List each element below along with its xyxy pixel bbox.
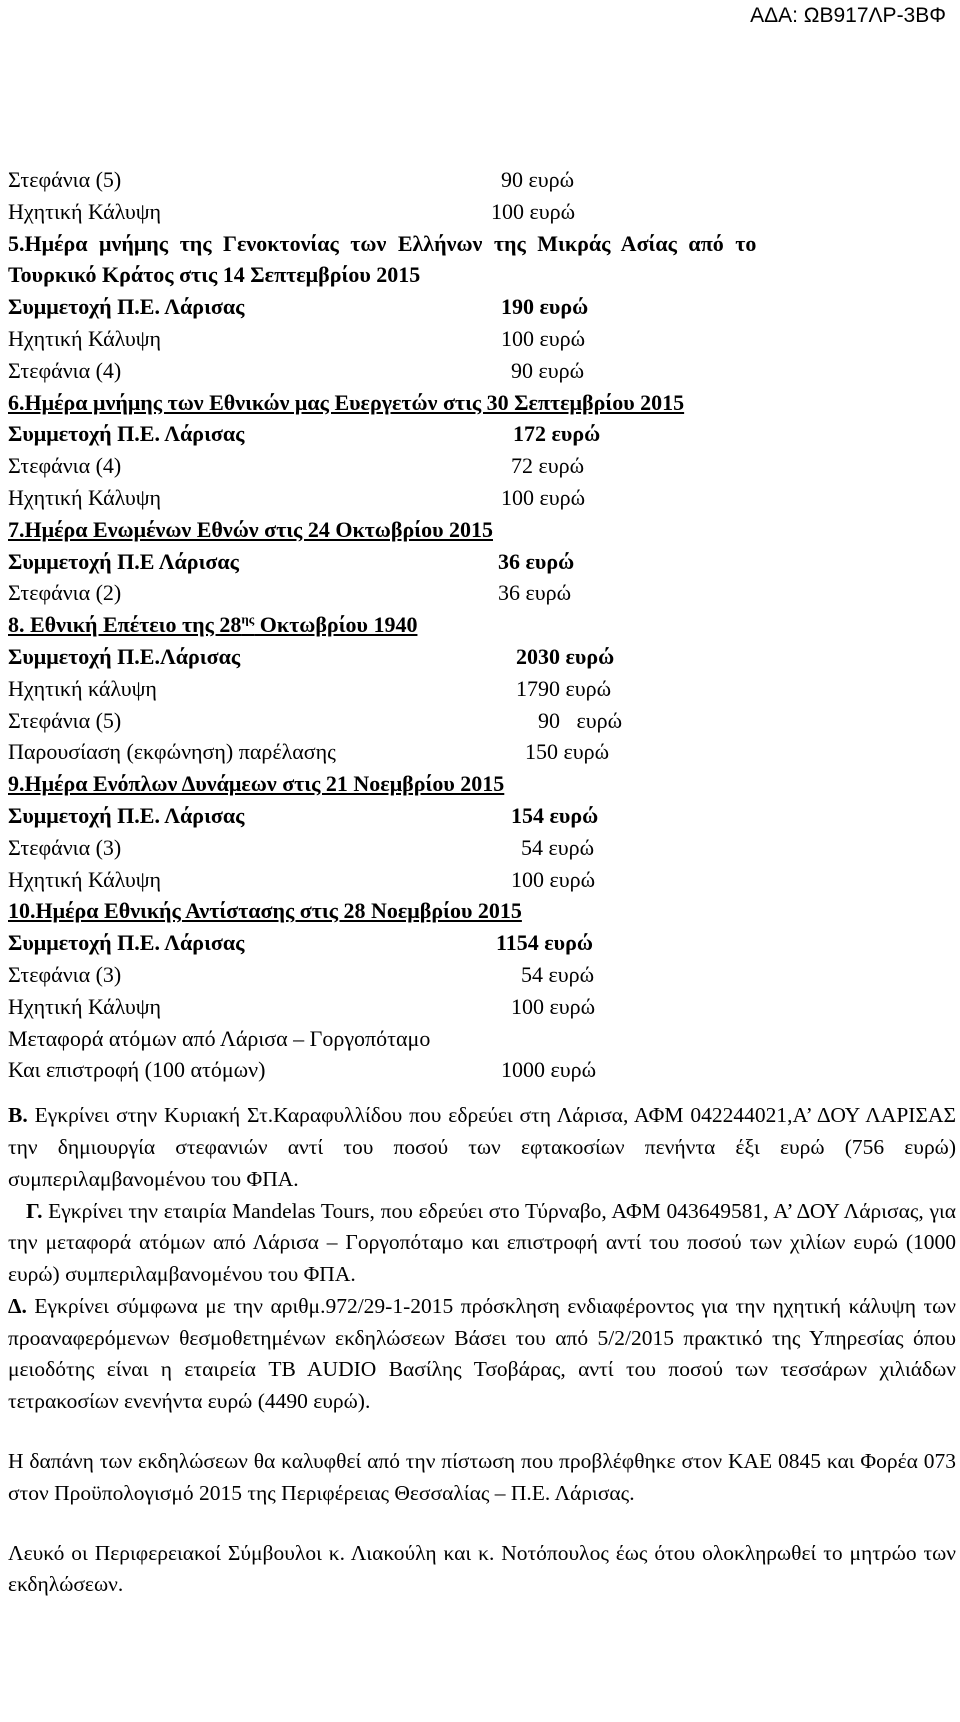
- paragraph-marker: Δ.: [8, 1293, 27, 1318]
- item-label: Ηχητική Κάλυψη: [8, 993, 162, 1019]
- item-row: [8, 991, 956, 1023]
- item-amount: 54 ευρώ: [521, 961, 595, 987]
- item-amount: 2030 ευρώ: [516, 643, 615, 669]
- item-amount: 172 ευρώ: [513, 421, 601, 447]
- paragraph-text: Εγκρίνει στην Κυριακή Στ.Καραφυλλίδου που εδρεύει στη Λάρισα, ΑΦΜ 042244021,Α’ ΔΟΥ ΛΑΡΙΣΑΣ την δημιουργία στεφανιών αντί του ποσού των εφτακοσίων πενήντα έξι ευρώ (756 ευρώ) συμπεριλαμβανομένου του ΦΠΑ.: [8, 1103, 956, 1191]
- item-label: Συμμετοχή Π.Ε Λάρισας: [8, 548, 239, 574]
- section-title-5b: Τουρκικό Κράτος στις 14 Σεπτεμβρίου 2015: [8, 262, 421, 288]
- paragraph-expense: Η δαπάνη των εκδηλώσεων θα καλυφθεί από την πίστωση που προβλέφθηκε στον ΚΑΕ 0845 και Φορέα 073 στον Προϋπολογισμό 2015 της Περιφέρειας Θεσσαλίας – Π.Ε. Λάρισας.: [8, 1449, 956, 1505]
- section-title-8-text: 8. Εθνική Επέτειο της 28: [8, 612, 242, 638]
- item-row: [8, 450, 956, 482]
- paragraph-marker: Β.: [8, 1103, 28, 1128]
- paragraph-text: Εγκρίνει την εταιρία Mandelas Tours, που εδρεύει στο Τύρναβο, ΑΦΜ 043649581, Α’ ΔΟΥ Λάρισας, για την μεταφορά ατόμων από Λάρισα – Γοργοπόταμο και επιστροφή αντί του ποσού των χιλίων ευρώ (1000 ευρώ) συμπεριλαμβανομένου του ΦΠΑ.: [8, 1198, 956, 1287]
- section-title-6: 6.Ημέρα μνήμης των Εθνικών μας Ευεργετών στις 30 Σεπτεμβρίου 2015: [8, 389, 685, 415]
- item-amount: 90 ευρώ: [538, 707, 623, 733]
- paragraph-marker: Γ.: [26, 1198, 43, 1223]
- item-row: [8, 323, 956, 355]
- item-label: Στεφάνια (5): [8, 167, 122, 192]
- item-row: [8, 1023, 956, 1055]
- item-amount: 36 ευρώ: [498, 548, 575, 574]
- paragraph-closing: Λευκό οι Περιφερειακοί Σύμβουλοι κ. Λιακούλη και κ. Νοτόπουλος έως ότου ολοκληρωθεί το μητρώο των εκδηλώσεων.: [8, 1540, 956, 1597]
- item-amount: 36 ευρώ: [498, 580, 572, 606]
- item-label: Συμμετοχή Π.Ε. Λάρισας: [8, 802, 245, 828]
- item-amount: 100 ευρώ: [501, 325, 586, 351]
- item-label: Μεταφορά ατόμων από Λάρισα – Γοργοπόταμο: [8, 1025, 431, 1051]
- item-label: Ηχητική Κάλυψη: [8, 866, 162, 892]
- item-row: [8, 291, 956, 323]
- item-amount: 90 ευρώ: [511, 357, 585, 383]
- item-label: Παρουσίαση (εκφώνηση) παρέλασης: [8, 739, 336, 765]
- item-row: [8, 705, 956, 737]
- item-label: Ηχητική Κάλυψη: [8, 484, 162, 510]
- item-row: [8, 164, 956, 196]
- item-label: Ηχητική Κάλυψη: [8, 325, 162, 351]
- item-label: Συμμετοχή Π.Ε. Λάρισας: [8, 421, 245, 447]
- item-row: [8, 736, 956, 768]
- item-row: [8, 355, 956, 387]
- ada-code: ΑΔΑ: ΩΒ917ΛΡ-3ΒΦ: [750, 4, 946, 27]
- item-row: [8, 927, 956, 959]
- section-title-8-rest: Οκτωβρίου 1940: [254, 612, 418, 638]
- item-label: Ηχητική κάλυψη: [8, 675, 157, 701]
- item-label: Στεφάνια (2): [8, 580, 122, 606]
- item-label: Ηχητική Κάλυψη: [8, 198, 162, 224]
- paragraph-d: [8, 1291, 956, 1418]
- item-amount: 154 ευρώ: [511, 802, 599, 828]
- item-label: Στεφάνια (3): [8, 961, 122, 987]
- item-row: [8, 418, 956, 450]
- ordinal-suffix: ης: [241, 611, 255, 627]
- section-title-5a: 5.Ημέρα μνήμης της Γενοκτονίας των Ελλήνων της Μικράς Ασίας από το: [8, 230, 757, 256]
- document-body: [8, 164, 956, 1601]
- item-amount: 54 ευρώ: [521, 834, 595, 860]
- item-label: Και επιστροφή (100 ατόμων): [8, 1057, 266, 1083]
- item-amount: 1790 ευρώ: [516, 675, 612, 701]
- item-label: Συμμετοχή Π.Ε.Λάρισας: [8, 643, 241, 669]
- item-row: [8, 196, 956, 228]
- item-amount: 90 ευρώ: [501, 167, 575, 192]
- paragraph-b: [8, 1100, 956, 1195]
- item-row: [8, 673, 956, 705]
- section-title-10: 10.Ημέρα Εθνικής Αντίστασης στις 28 Νοεμβρίου 2015: [8, 898, 522, 924]
- paragraph-g: [8, 1196, 956, 1291]
- item-row: [8, 800, 956, 832]
- item-row: [8, 577, 956, 609]
- item-row: [8, 641, 956, 673]
- item-label: Συμμετοχή Π.Ε. Λάρισας: [8, 930, 245, 956]
- item-label: Συμμετοχή Π.Ε. Λάρισας: [8, 294, 245, 320]
- item-amount: 1154 ευρώ: [496, 930, 593, 956]
- item-row: [8, 1054, 956, 1086]
- item-amount: 72 ευρώ: [511, 453, 585, 479]
- item-row: [8, 482, 956, 514]
- item-row: [8, 864, 956, 896]
- item-amount: 1000 ευρώ: [501, 1057, 597, 1083]
- section-title-7: 7.Ημέρα Ενωμένων Εθνών στις 24 Οκτωβρίου 2015: [8, 516, 493, 542]
- item-label: Στεφάνια (4): [8, 357, 122, 383]
- paragraph-text: Εγκρίνει σύμφωνα με την αριθμ.972/29-1-2015 πρόσκληση ενδιαφέροντος για την ηχητική κάλυψη των προαναφερόμενων θεσμοθετημένων εκδηλώσεων Βάσει του από 5/2/2015 πρακτικό της Υπηρεσίας όπου μειοδότης είναι η εταιρεία TB AUDIO Βασίλης Τσοβάρας, αντί του ποσού των τεσσάρων χιλιάδων τετρακοσίων ενενήντα ευρώ (4490 ευρώ).: [8, 1293, 956, 1414]
- item-amount: 190 ευρώ: [501, 294, 589, 320]
- item-label: Στεφάνια (5): [8, 707, 122, 733]
- item-label: Στεφάνια (3): [8, 834, 122, 860]
- section-title-9: 9.Ημέρα Ενόπλων Δυνάμεων στις 21 Νοεμβρίου 2015: [8, 771, 505, 797]
- item-amount: 100 ευρώ: [491, 198, 576, 224]
- item-amount: 100 ευρώ: [501, 484, 586, 510]
- item-amount: 100 ευρώ: [511, 866, 596, 892]
- item-row: [8, 832, 956, 864]
- item-amount: 100 ευρώ: [511, 993, 596, 1019]
- section-title-8: [8, 609, 956, 641]
- item-label: Στεφάνια (4): [8, 453, 122, 479]
- item-row: [8, 959, 956, 991]
- item-amount: 150 ευρώ: [525, 739, 610, 765]
- item-row: [8, 546, 956, 578]
